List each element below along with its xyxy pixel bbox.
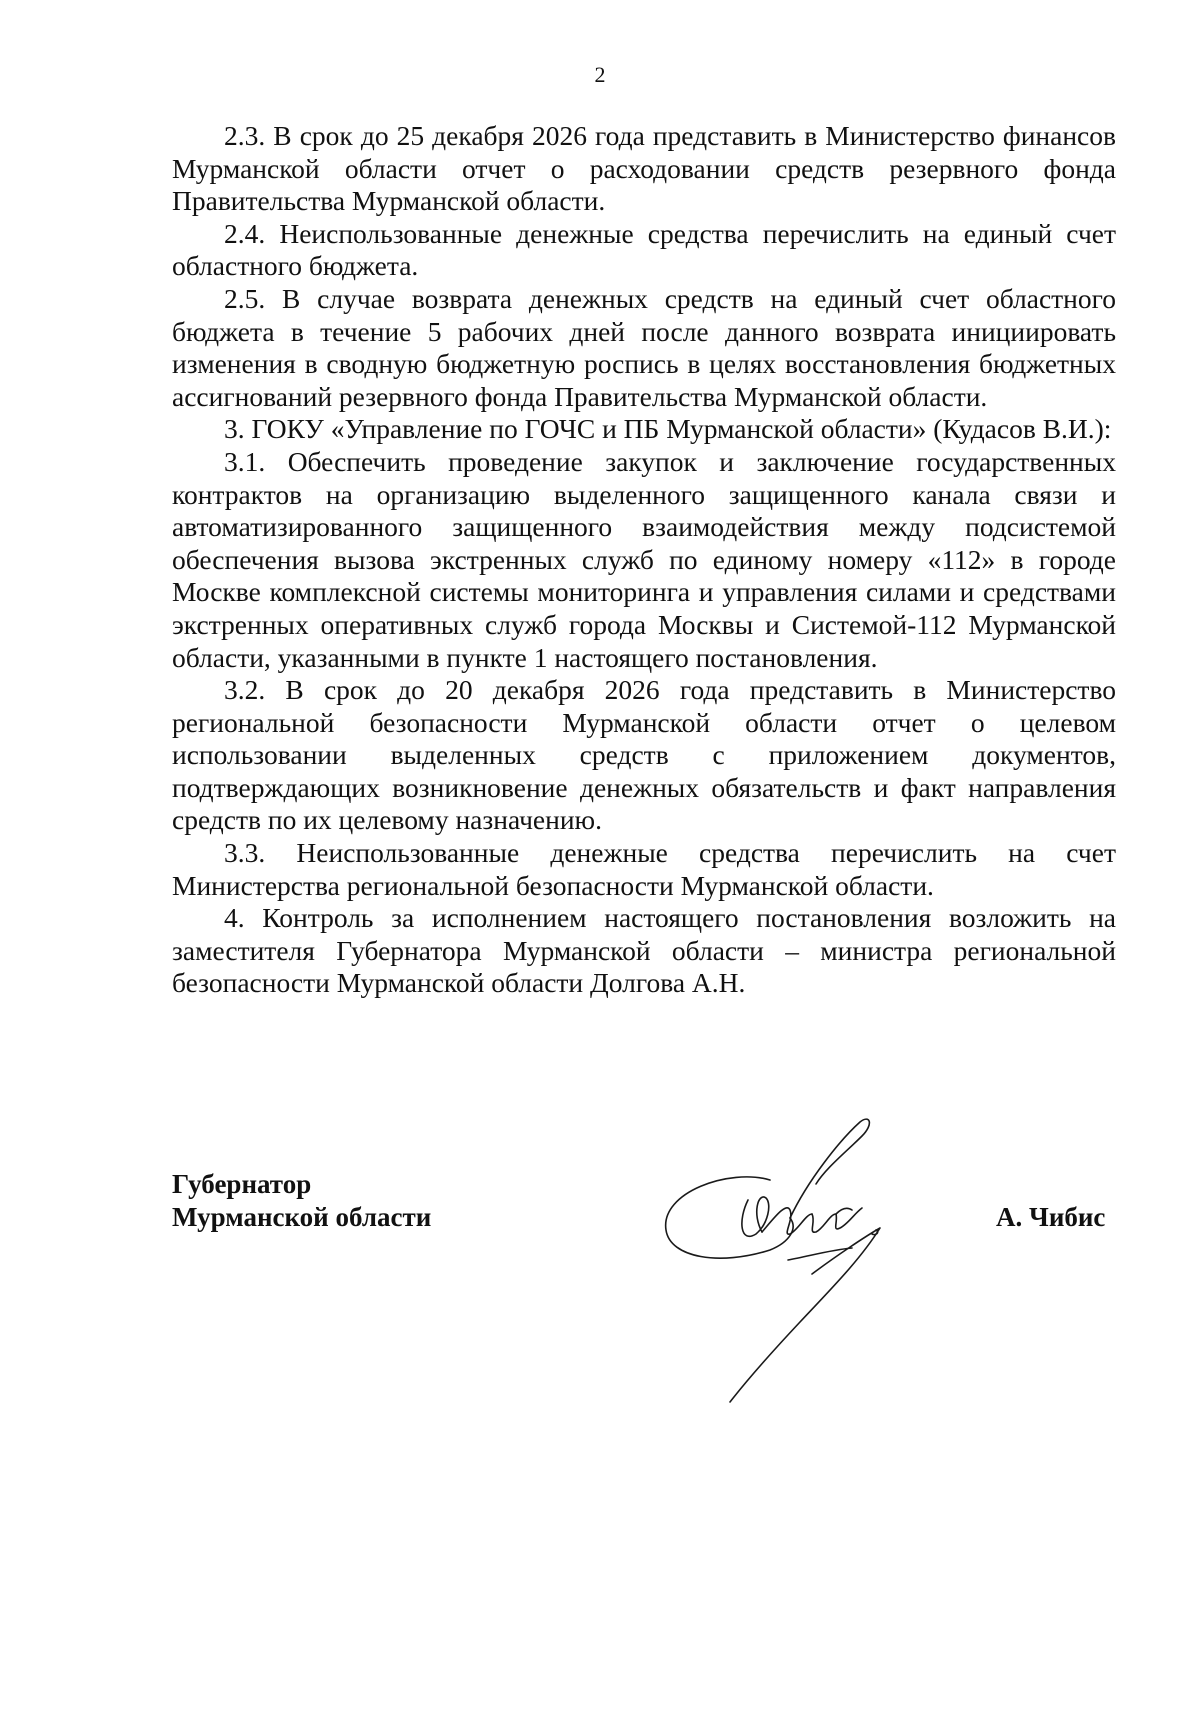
paragraph-3-2: 3.2. В срок до 20 декабря 2026 года представить в Министерство региональной безопасности Мурманской области отчет о целевом использовании выделенных средств с приложением документов, подтверждающих возникновение денежных обязательств и факт направления средств по их целевому назначению. xyxy=(172,674,1116,836)
signer-title-line1: Губернатор xyxy=(172,1169,312,1199)
handwritten-signature xyxy=(640,1110,940,1410)
paragraph-2-4: 2.4. Неиспользованные денежные средства перечислить на единый счет областного бюджета. xyxy=(172,217,1116,282)
paragraph-3-1: 3.1. Обеспечить проведение закупок и заключение государственных контрактов на организацию выделенного защищенного канала связи и автоматизированного защищенного взаимодействия между подсистемой обеспечения вызова экстренных служб по единому номеру «112» в городе Москве комплексной системы мониторинга и управления силами и средствами экстренных оперативных служб города Москвы и Системой-112 Мурманской области, указанными в пункте 1 настоящего постановления. xyxy=(172,445,1116,673)
signer-title-line2: Мурманской области xyxy=(172,1202,432,1232)
paragraph-4: 4. Контроль за исполнением настоящего постановления возложить на заместителя Губернатора Мурманской области – министра региональной безопасности Мурманской области Долгова А.Н. xyxy=(172,902,1116,999)
signer-title xyxy=(172,1168,431,1234)
signer-name: А. Чибис xyxy=(996,1202,1106,1232)
paragraph-2-5: 2.5. В случае возврата денежных средств на единый счет областного бюджета в течение 5 рабочих дней после данного возврата инициировать изменения в сводную бюджетную роспись в целях восстановления бюджетных ассигнований резервного фонда Правительства Мурманской области. xyxy=(172,282,1116,412)
document-body xyxy=(172,120,1116,1000)
paragraph-2-3: 2.3. В срок до 25 декабря 2026 года представить в Министерство финансов Мурманской области отчет о расходовании средств резервного фонда Правительства Мурманской области. xyxy=(172,120,1116,217)
paragraph-3-3: 3.3. Неиспользованные денежные средства перечислить на счет Министерства региональной безопасности Мурманской области. xyxy=(172,837,1116,901)
page-number: 2 xyxy=(594,62,606,87)
paragraph-3: 3. ГОКУ «Управление по ГОЧС и ПБ Мурманской области» (Кудасов В.И.): xyxy=(224,413,1112,445)
